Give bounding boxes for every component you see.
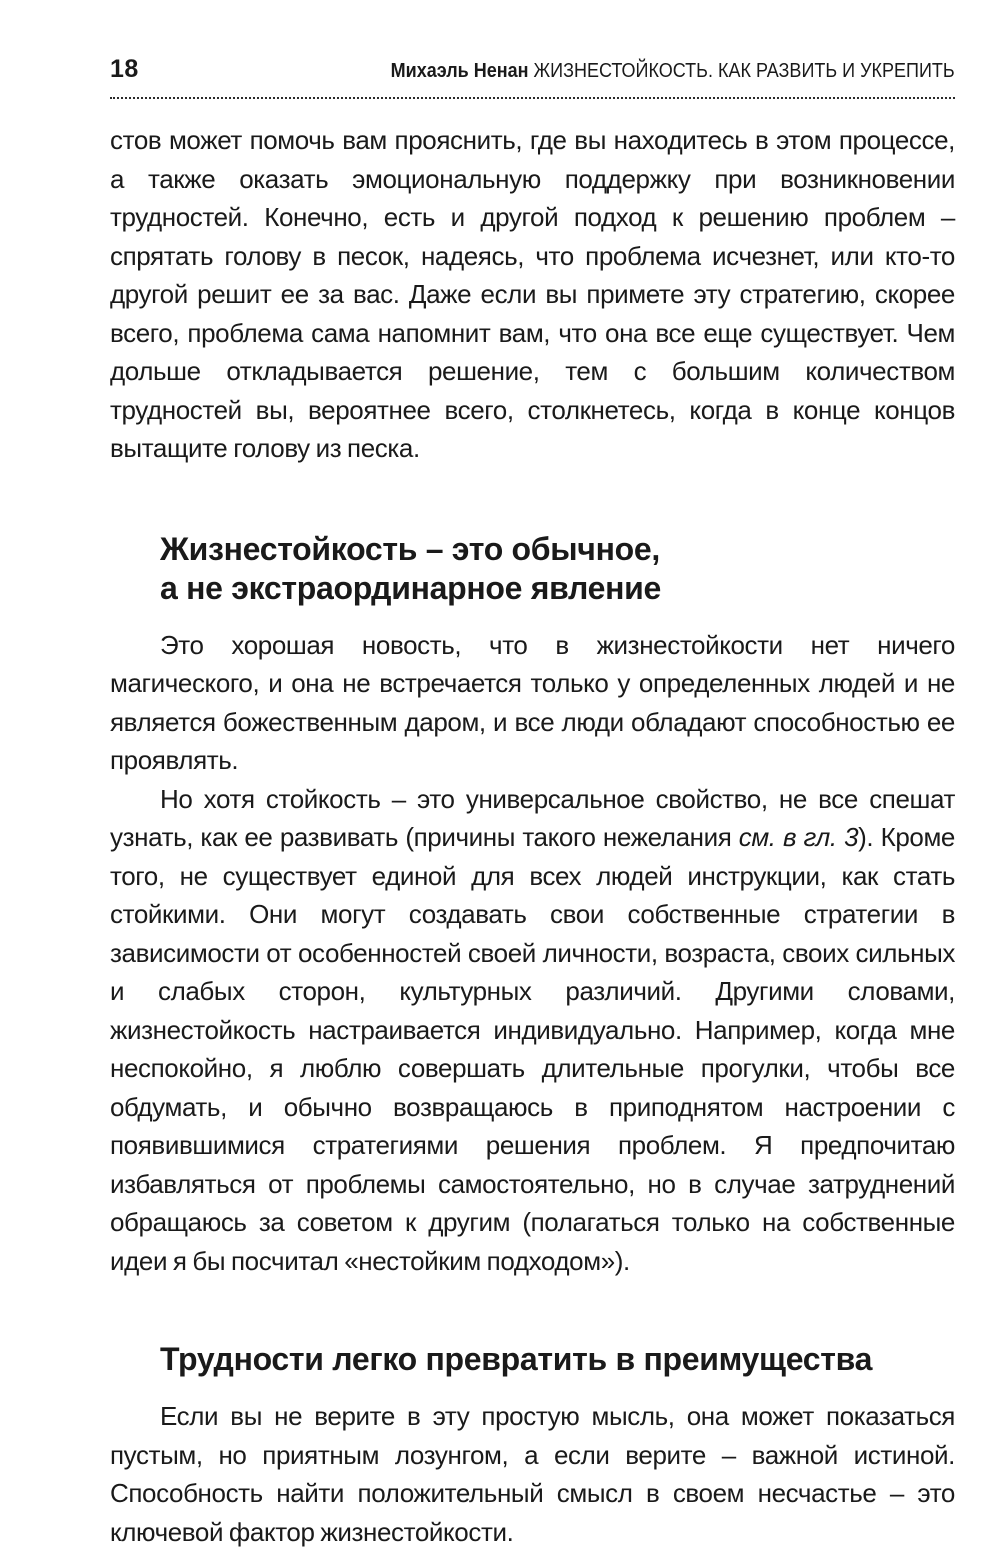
heading-line-1: Жизнестойкость – это обычное,: [160, 530, 660, 567]
page-content: [110, 121, 955, 1551]
heading-line-2: а не экстраординарное явление: [160, 569, 662, 606]
paragraph2-text-end: ). Кроме того, не существует единой для всех людей инструкции, как стать стойкими. Они могут создавать свои собственные стратегии в зависимости от особенностей своей личности, возраста, своих сильных и слабых сторон, культурных различий. Другими словами, жизнестойкость настраивается индивидуально. Например, когда мне неспокойно, я люблю совершать длительные прогулки, чтобы все обдумать, и обычно возвращаюсь в приподнятом настроении с появившимися стратегиями решения проблем. Я предпочитаю избавляться от проблемы самостоятельно, но в случае затруднений обращаюсь за советом к другим (полагаться только на собственные идеи я бы посчитал «нестойким подходом»).: [110, 822, 955, 1276]
section1-paragraph-1: Это хорошая новость, что в жизнестойкости нет ничего магического, и она не встречается только у определенных людей и не является божественным даром, и все люди обладают способностью ее проявлять.: [110, 629, 955, 775]
paragraph2-text-start: Но хотя стойкость – это универсальное свойство, не все спешат узнать, как ее развивать (причины такого нежелания: [110, 783, 955, 852]
section-heading-ordinary-resilience: [110, 530, 955, 608]
section2-paragraph-1: Если вы не верите в эту простую мысль, она может показаться пустым, но приятным лозунгом, а если верите – важной истиной. Способность найти положительный смысл в своем несчастье – это ключевой фактор жизнестойкости.: [110, 1401, 955, 1547]
chapter-reference: см. в гл. 3: [738, 822, 859, 852]
section-heading-difficulties: Трудности легко превратить в преимущества: [160, 1341, 873, 1377]
header-book-title: ЖИЗНЕСТОЙКОСТЬ. КАК РАЗВИТЬ И УКРЕПИТЬ: [533, 60, 955, 82]
header-author: Михаэль Ненан: [390, 60, 529, 82]
intro-paragraph: стов может помочь вам прояснить, где вы находитесь в этом процессе, а также оказать эмоциональную поддержку при возникновении трудностей. Конечно, есть и другой подход к решению проблем – спрятать голову в песок, надеясь, что проблема исчезнет, или кто-то другой решит ее за вас. Даже если вы примете эту стратегию, скорее всего, проблема сама напомнит вам, что она все еще существует. Чем дольше откладывается решение, тем с большим количеством трудностей вы, вероятнее всего, столкнетесь, когда в конце концов вытащите голову из песка.: [110, 125, 955, 463]
book-page: [110, 55, 955, 1551]
section1-paragraph-2: [110, 780, 955, 1281]
header-title: [391, 60, 955, 83]
page-number: 18: [110, 55, 139, 83]
running-header: [110, 55, 955, 99]
